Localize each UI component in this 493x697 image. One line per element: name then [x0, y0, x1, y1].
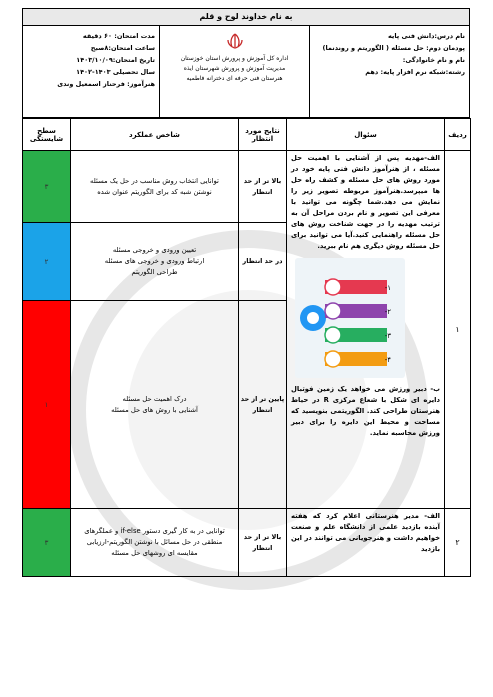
academic-year: سال تحصیلی ۱۴۰۳-۱۴۰۲ [76, 68, 155, 76]
iran-emblem-icon [222, 32, 248, 50]
student-name: نام و نام خانوادگی: [402, 56, 465, 64]
question-1a: الف-مهدیه پس از آشنایی با اهمیت حل مسئله ، از هنرآموز دانش فنی پایه خود در مورد روش های حل مسئله و کشف راه حل ها میپرسد.هنرآموز مربوطه تصویر زیر را نمایش می دهد.شما چگونه می توانید با معرفی این تصویر و نام بردن مراحل آن به ترتیب مهدیه را در جهت شناخت روش های حل مسئله راهنمایی کنید.آیا می توانید برای حل مسئله روش دیگری هم نام ببرید. [291, 154, 440, 250]
page-title: به نام خداوند لوح و قلم [22, 8, 470, 26]
question-1b: ب- دبیر ورزش می خواهد یک زمین فوتبال دایره ای شکل با شعاع مرکزی R در حیاط هنرستان طراحی کند. الگوریتمی بنویسید که مساحت و محیط این دایره را برای دبیر ورزش محاسبه نماید. [291, 385, 440, 437]
exam-table [22, 118, 471, 577]
question-cell [287, 509, 445, 577]
infographic-label-3: ۳- [384, 332, 391, 340]
criteria-below: درک اهمیت حل مسئله آشنایی با روش های حل مسئله [71, 301, 239, 509]
school-name: هنرستان فنی حرفه ای دخترانه فاطمیه [186, 75, 283, 82]
row-number: ۲ [445, 509, 471, 577]
city-office: مدیریت آموزش و پرورش شهرستان ایذه [183, 65, 286, 72]
level-3: ۳ [23, 509, 71, 577]
col-level: سطح شایستگی [23, 119, 71, 151]
exam-duration: مدت امتحان: ۶۰ دقیقه [82, 32, 155, 40]
field-grade: رشته:شبکه نرم افزار پایه: دهم [365, 68, 465, 76]
exam-date: تاریخ امتحان:۱۴۰۳/۱۰/۰۹ [76, 56, 155, 64]
col-question: سئوال [287, 119, 445, 151]
exam-time: ساعت امتحان:۸صبح [90, 44, 155, 52]
level-2: ۲ [23, 223, 71, 301]
criteria-above: توانایی در به کار گیری دستور if-else و عملگرهای منطقی در حل مسائل با نوشتن الگوریتم-ارزیابی مقایسه ای روشهای حل مسئله [71, 509, 239, 577]
header-exam-info [23, 26, 159, 117]
course-name: نام درس:دانش فنی پایه [387, 32, 465, 40]
level-3: ۳ [23, 151, 71, 223]
infographic-label-2: ۲- [384, 308, 391, 316]
table-header-row [23, 119, 471, 151]
result-expected: در حد انتظار [239, 223, 287, 301]
result-above: بالا تر از حد انتظار [239, 509, 287, 577]
question-cell [287, 151, 445, 509]
criteria-above: توانایی انتخاب روش مناسب در حل یک مسئله نوشتن شبه کد برای الگوریتم عنوان شده [71, 151, 239, 223]
module-name: پودمان دوم: حل مسئله ( الگوریتم و روندنما) [322, 44, 465, 52]
table-row [23, 509, 471, 577]
result-below: پایین تر از حد انتظار [239, 301, 287, 509]
infographic-label-1: ۱- [384, 284, 391, 292]
exam-sheet [22, 8, 470, 577]
col-criteria: شاخص عملکرد [71, 119, 239, 151]
result-above: بالا تر از حد انتظار [239, 151, 287, 223]
infographic-label-4: ۴- [384, 356, 391, 364]
province-office: اداره کل آموزش و پرورش استان خوزستان [180, 55, 289, 62]
header-school-info [159, 26, 309, 117]
row-number: ۱ [445, 151, 471, 509]
table-row [23, 151, 471, 223]
header-course-info [309, 26, 469, 117]
col-num: ردیف [445, 119, 471, 151]
level-1: ۱ [23, 301, 71, 509]
problem-solving-infographic [295, 258, 405, 378]
criteria-expected: تعیین ورودی و خروجی مسئله ارتباط ورودی و خروجی های مسئله طراحی الگوریتم [71, 223, 239, 301]
question-2a: الف- مدیر هنرستانی اعلام کرد که هفته آینده بازدید علمی از دانشگاه علم و صنعت خواهیم داشت و هنرجویانی می توانند در این بازدید [291, 512, 440, 553]
col-result: نتایج مورد انتظار [239, 119, 287, 151]
teacher-name: هنرآموز: فرحناز اسمعیل وندی [57, 80, 155, 88]
exam-header [22, 26, 470, 118]
